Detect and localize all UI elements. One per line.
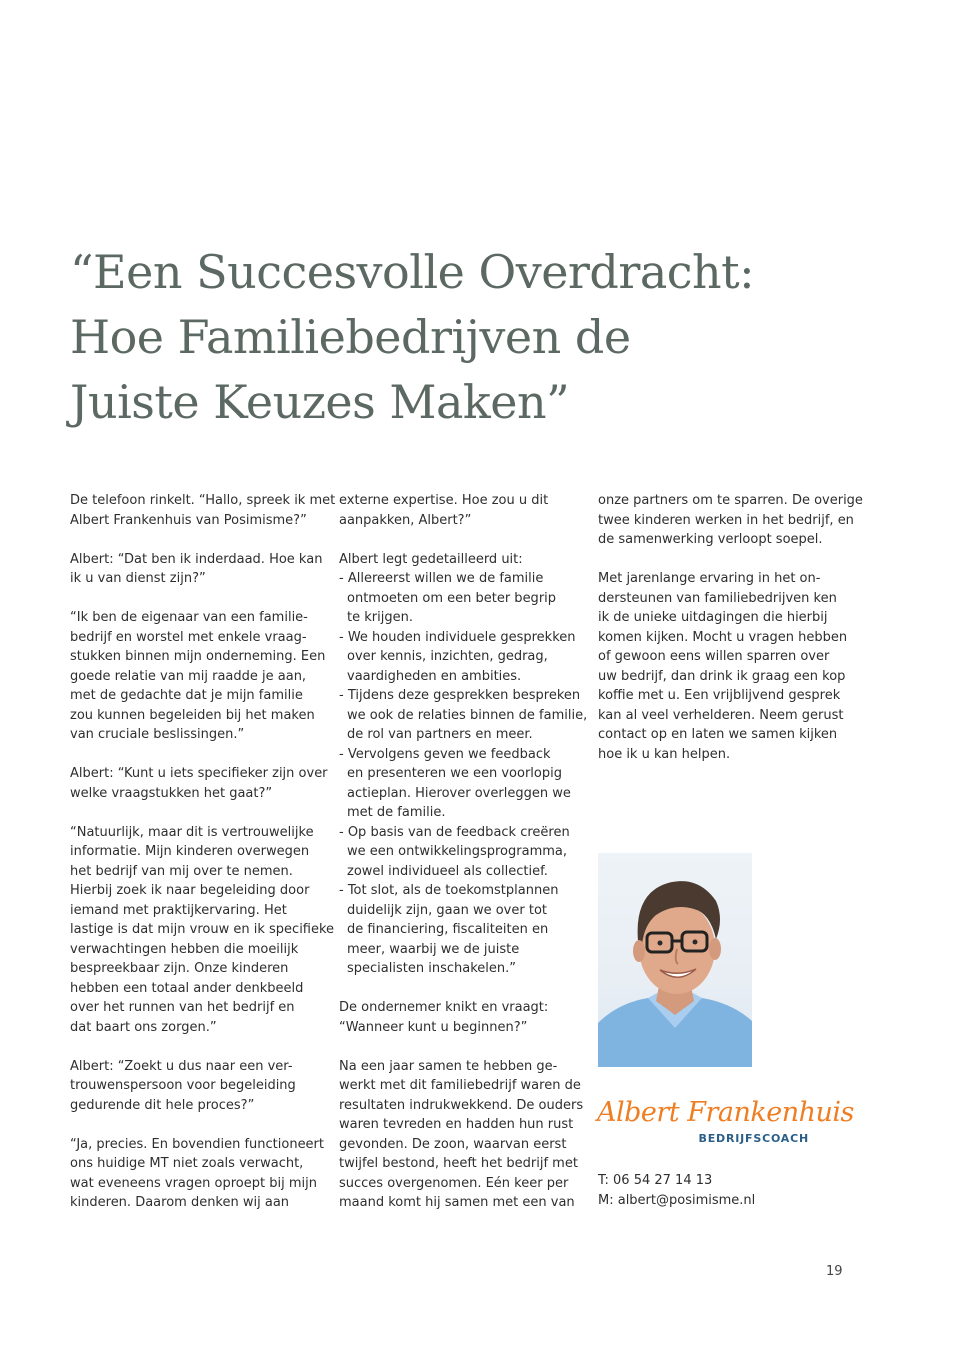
title-line: “Een Succesvolle Overdracht: (70, 245, 755, 299)
page-number: 19 (826, 1264, 843, 1279)
paragraph (70, 608, 326, 745)
list-item: - Allereerst willen we de familie (339, 571, 544, 586)
text-line: wat eveneens vragen oproept bij mijn (70, 1175, 317, 1191)
paragraph (70, 491, 336, 530)
text-line: “Wanneer kunt u beginnen?” (339, 1019, 528, 1035)
paragraph (598, 491, 863, 550)
text-line: lastige is dat mijn vrouw en ik specifieke (70, 922, 335, 937)
text-line: trouwenspersoon voor begeleiding (70, 1078, 296, 1093)
list-item-line: de financiering, fiscaliteiten en (347, 922, 549, 937)
text-line: twijfel bestond, heeft het bedrijf met (339, 1156, 578, 1171)
text-line: gedurende dit hele proces?” (70, 1097, 255, 1113)
text-line: stukken binnen mijn onderneming. Een (70, 649, 326, 664)
title-line: Juiste Keuzes Maken” (70, 375, 570, 429)
text-line: zou kunnen begeleiden bij het maken (70, 707, 315, 723)
contact-details (598, 1171, 755, 1211)
text-line: of gewoon eens willen sparren over (598, 649, 830, 664)
text-line: Albert: “Kunt u iets specifieker zijn over (70, 766, 328, 781)
text-line: uw bedrijf, dan drink ik graag een kop (598, 668, 846, 684)
list-item: - We houden individuele gesprekken (339, 629, 576, 645)
text-line: Albert: “Dat ben ik inderdaad. Hoe kan (70, 551, 323, 567)
article-title (70, 240, 890, 435)
text-line: hoe ik u kan helpen. (598, 746, 731, 762)
paragraph (70, 550, 323, 589)
text-column-2 (339, 491, 589, 1232)
paragraph (598, 569, 848, 764)
text-line: met de gedachte dat je mijn familie (70, 688, 303, 703)
list-item: - Vervolgens geven we feedback (339, 746, 551, 762)
text-line: resultaten indrukwekkend. De ouders (339, 1097, 584, 1113)
text-line: onze partners om te sparren. De overige (598, 493, 863, 508)
text-line: aanpakken, Albert?” (339, 512, 472, 528)
text-line: komen kijken. Mocht u vragen hebben (598, 629, 848, 645)
list-item-line: de rol van partners en meer. (347, 727, 533, 742)
text-line: De telefoon rinkelt. “Hallo, spreek ik met (70, 493, 336, 508)
text-line: iemand met praktijkervaring. Het (70, 902, 287, 918)
list-item-line: we een ontwikkelingsprogramma, (347, 844, 567, 859)
paragraph (339, 491, 589, 530)
text-line: Hierbij zoek ik naar begeleiding door (70, 883, 310, 898)
list-item-line: en presenteren we een voorlopig (347, 766, 562, 781)
text-line: over het runnen van het bedrijf en (70, 1000, 295, 1015)
list-item: - Tot slot, als de toekomstplannen (339, 883, 559, 898)
list-item-line: meer, waarbij we de juiste (347, 941, 520, 957)
text-line: werkt met dit familiebedrijf waren de (339, 1078, 581, 1093)
text-line: twee kinderen werken in het bedrijf, en (598, 512, 854, 528)
paragraph (339, 1057, 589, 1213)
text-line: “Ja, precies. En bovendien functioneert (70, 1136, 325, 1152)
text-line: gevonden. De zoon, waarvan eerst (339, 1136, 567, 1152)
list-item-line: we ook de relaties binnen de familie, (347, 707, 588, 723)
list-item-line: ontmoeten om een beter begrip (347, 590, 557, 606)
text-line: contact op en laten we samen kijken (598, 727, 838, 742)
list-item-line: zowel individueel als collectief. (347, 863, 548, 879)
paragraph (70, 823, 335, 1038)
list-item: - Tijdens deze gesprekken bespreken (339, 688, 581, 703)
text-line: Albert Frankenhuis van Posimisme?” (70, 512, 307, 528)
text-line: Na een jaar samen te hebben ge- (339, 1058, 558, 1074)
paragraph (70, 764, 328, 803)
text-line: ons huidige MT niet zoals verwacht, (70, 1156, 304, 1171)
paragraph (70, 1135, 325, 1213)
text-column-3 (598, 491, 863, 784)
text-line: maand komt hij samen met een van (339, 1195, 575, 1210)
text-line: bedrijf en worstel met enkele vraag- (70, 629, 307, 645)
text-line: verwachtingen hebben die moeilijk (70, 941, 299, 957)
list-item-line: duidelijk zijn, gaan we over tot (347, 902, 547, 918)
text-column-1 (70, 491, 336, 1232)
text-line: kinderen. Daarom denken wij aan (70, 1195, 290, 1210)
list-item-line: vaardigheden en ambities. (347, 668, 522, 684)
list-item-line: over kennis, inzichten, gedrag, (347, 649, 548, 664)
text-line: kan al veel verhelderen. Neem gerust (598, 707, 844, 723)
phone-number: T: 06 54 27 14 13 (598, 1173, 713, 1188)
process-list (339, 550, 589, 979)
text-line: waren tevreden en hadden hun rust (339, 1117, 574, 1132)
text-line: koffie met u. Een vrijblijvend gesprek (598, 688, 841, 703)
text-line: ik u van dienst zijn?” (70, 571, 206, 586)
text-line: dersteunen van familiebedrijven ken (598, 590, 837, 606)
text-line: het bedrijf van mij over te nemen. (70, 863, 293, 879)
list-intro: Albert legt gedetailleerd uit: (339, 551, 523, 567)
text-line: goede relatie van mij raadde je aan, (70, 668, 307, 684)
text-line: welke vraagstukken het gaat?” (70, 785, 273, 801)
paragraph (339, 998, 589, 1037)
paragraph (70, 1057, 320, 1116)
text-line: ik de unieke uitdagingen die hierbij (598, 610, 828, 625)
text-line: Met jarenlange ervaring in het on- (598, 571, 821, 586)
text-line: informatie. Mijn kinderen overwegen (70, 844, 310, 859)
signature-name: Albert Frankenhuis (597, 1097, 854, 1128)
text-line: van cruciale beslissingen.” (70, 727, 245, 742)
text-line: hebben een totaal ander denkbeeld (70, 980, 304, 996)
text-line: “Natuurlijk, maar dit is vertrouwelijke (70, 824, 314, 840)
portrait-illustration (598, 853, 752, 1067)
text-line: de samenwerking verloopt soepel. (598, 532, 823, 547)
signature-role: BEDRIJFSCOACH (698, 1132, 809, 1145)
portrait-photo (598, 853, 752, 1067)
list-item-line: te krijgen. (347, 610, 413, 625)
text-line: externe expertise. Hoe zou u dit (339, 493, 549, 508)
list-item-line: specialisten inschakelen.” (347, 961, 516, 976)
email-address: M: albert@posimisme.nl (598, 1193, 756, 1208)
text-line: Albert: “Zoekt u dus naar een ver- (70, 1058, 293, 1074)
signature-logo (597, 1096, 854, 1151)
title-line: Hoe Familiebedrijven de (70, 310, 631, 364)
list-item-line: actieplan. Hierover overleggen we (347, 785, 571, 801)
text-line: bespreekbaar zijn. Onze kinderen (70, 961, 289, 976)
text-line: succes overgenomen. Eén keer per (339, 1175, 569, 1191)
text-line: dat baart ons zorgen.” (70, 1019, 217, 1035)
text-line: De ondernemer knikt en vraagt: (339, 1000, 549, 1015)
list-item-line: met de familie. (347, 805, 446, 820)
text-line: “Ik ben de eigenaar van een familie- (70, 610, 308, 625)
list-item: - Op basis van de feedback creëren (339, 824, 570, 840)
